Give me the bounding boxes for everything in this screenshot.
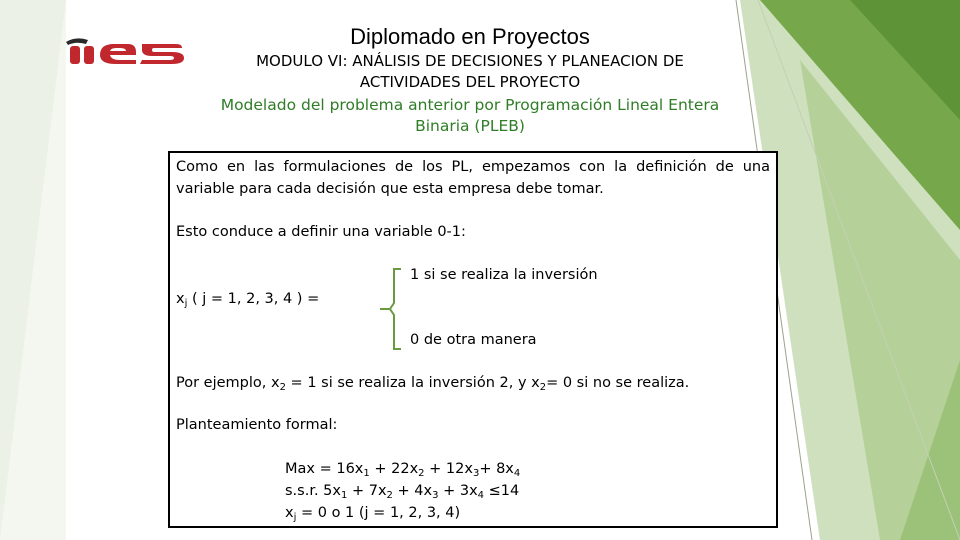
st-term-e: ≤14: [484, 483, 520, 499]
intro-paragraph: Como en las formulaciones de los PL, empezamos con la definición de una variable para cada decisión que esta empresa debe tomar.: [176, 159, 770, 197]
bin-term-b: = 0 o 1 (j = 1, 2, 3, 4): [296, 505, 461, 521]
leads-to-text: Esto conduce a definir una variable 0-1:: [176, 224, 466, 240]
max-term-c: + 12x: [424, 461, 473, 477]
binary-constraint: [285, 502, 460, 524]
st-term-d: + 3x: [438, 483, 478, 499]
bin-sub-a: j: [293, 512, 297, 523]
constraint-line: [285, 480, 519, 502]
section-subtitle: Modelado del problema anterior por Programación Lineal Entera Binaria (PLEB): [220, 96, 720, 135]
var-base: x: [176, 291, 185, 307]
option-zero: 0 de otra manera: [410, 332, 537, 348]
st-sub-a: 1: [340, 490, 348, 501]
example-sub-1: 2: [279, 382, 286, 393]
example-text-3: = 0 si no se realiza.: [546, 375, 690, 391]
option-one: 1 si se realiza la inversión: [410, 267, 598, 283]
st-sub-b: 2: [386, 490, 393, 501]
max-term-b: + 22x: [369, 461, 419, 477]
example-text-1: Por ejemplo, x: [176, 375, 280, 391]
st-sub-d: 4: [477, 490, 485, 501]
example-text-2: = 1 si se realiza la inversión 2, y x: [285, 375, 540, 391]
var-sub: j: [184, 298, 188, 309]
max-sub-c: 3: [472, 468, 480, 479]
max-term-a: Max = 16x: [285, 461, 364, 477]
objective-function: [285, 458, 520, 480]
max-sub-a: 1: [363, 468, 370, 479]
example-sub-2: 2: [539, 382, 547, 393]
variable-definition: [176, 288, 319, 310]
max-sub-d: 4: [513, 468, 521, 479]
max-term-d: + 8x: [479, 461, 514, 477]
max-sub-b: 2: [418, 468, 425, 479]
st-term-c: + 4x: [392, 483, 433, 499]
page-title: Diplomado en Proyectos: [350, 24, 590, 49]
example-sentence: [176, 372, 689, 394]
ies-logo: [64, 34, 188, 68]
module-title: MODULO VI: ANÁLISIS DE DECISIONES Y PLANEACION DE ACTIVIDADES DEL PROYECTO: [256, 52, 684, 91]
st-term-a: s.s.r. 5x: [285, 483, 341, 499]
curly-brace-icon: [374, 267, 404, 351]
var-domain: ( j = 1, 2, 3, 4 ) =: [187, 291, 320, 307]
st-sub-c: 3: [432, 490, 439, 501]
bin-term-a: x: [285, 505, 294, 521]
formal-label: Planteamiento formal:: [176, 417, 338, 433]
content-box: [168, 151, 778, 528]
st-term-b: + 7x: [347, 483, 387, 499]
